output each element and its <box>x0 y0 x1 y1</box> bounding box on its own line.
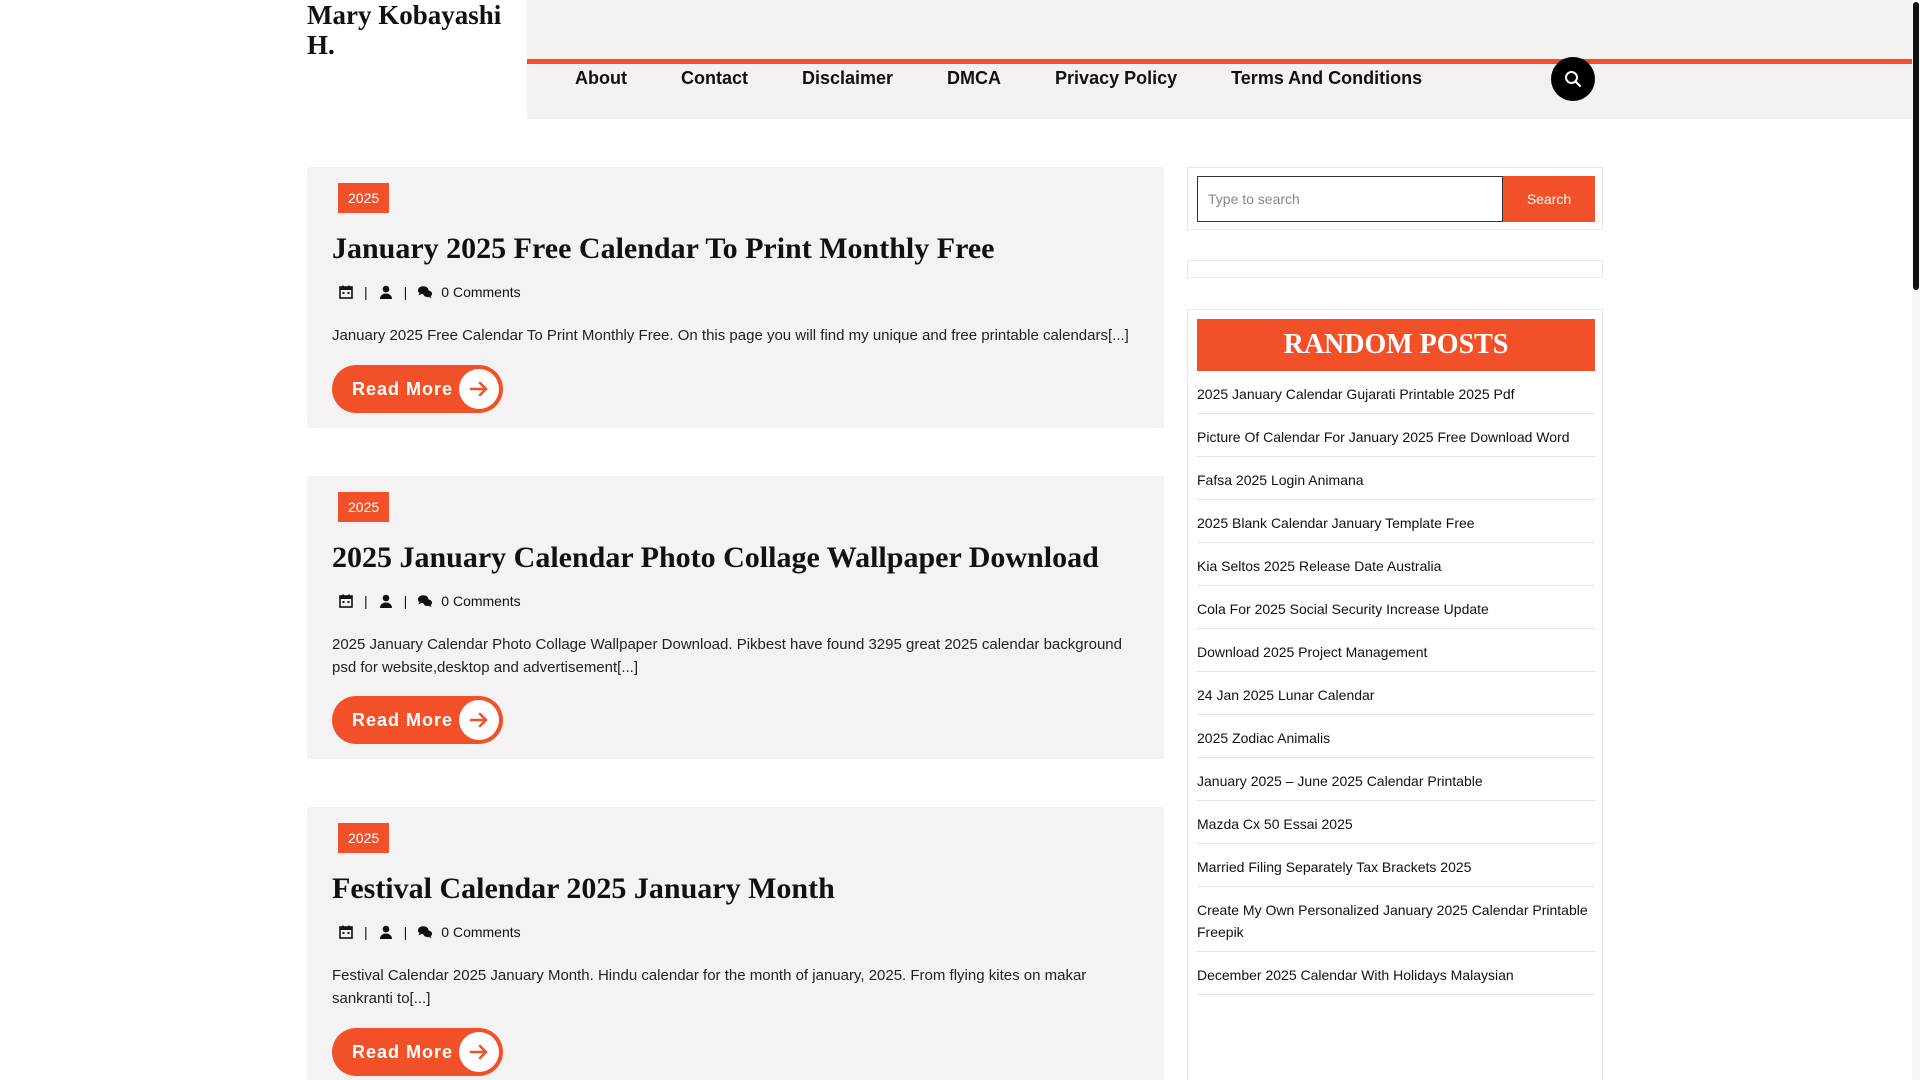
nav-item-dmca[interactable]: DMCA <box>947 68 1002 88</box>
scrollbar-thumb[interactable] <box>1913 2 1919 290</box>
sidebar-random-posts <box>1187 309 1603 1080</box>
random-post-link[interactable]: 2025 January Calendar Gujarati Printable 2025 Pdf <box>1197 371 1595 414</box>
post-meta <box>338 593 521 609</box>
post-comments-count[interactable]: 0 Comments <box>441 593 521 609</box>
meta-separator: | <box>364 593 368 609</box>
post-category-badge[interactable]: 2025 <box>338 823 389 853</box>
sidebar-empty-widget <box>1187 260 1603 278</box>
comments-icon <box>417 284 433 300</box>
meta-separator: | <box>403 924 408 940</box>
sidebar-search-button[interactable]: Search <box>1503 176 1595 222</box>
random-post-link[interactable]: December 2025 Calendar With Holidays Malaysian <box>1197 952 1595 995</box>
user-icon <box>378 924 394 940</box>
post-meta <box>338 284 521 300</box>
nav-item-disclaimer[interactable]: Disclaimer <box>801 68 894 88</box>
random-post-link[interactable]: Kia Seltos 2025 Release Date Australia <box>1197 543 1595 586</box>
random-posts-list <box>1197 371 1595 995</box>
arrow-right-icon <box>459 369 499 409</box>
post-excerpt: 2025 January Calendar Photo Collage Wallpaper Download. Pikbest have found 3295 great 2025 calendar background psd for website,desktop and advertisement[...] <box>332 636 1122 676</box>
post-excerpt: Festival Calendar 2025 January Month. Hindu calendar for the month of january, 2025. From flying kites on makar sankranti to[...] <box>332 967 1087 1007</box>
site-title[interactable]: Mary Kobayashi H. <box>307 0 502 60</box>
meta-separator: | <box>364 284 368 300</box>
random-post-link[interactable]: Picture Of Calendar For January 2025 Free Download Word <box>1197 414 1595 457</box>
meta-separator: | <box>364 924 368 940</box>
read-more-button[interactable] <box>332 696 503 744</box>
random-post-link[interactable]: Create My Own Personalized January 2025 Calendar Printable Freepik <box>1197 887 1595 952</box>
main-nav <box>575 66 1476 90</box>
arrow-right-icon <box>459 1032 499 1072</box>
sidebar-search-widget <box>1187 167 1603 230</box>
nav-item-terms[interactable]: Terms And Conditions <box>1231 68 1423 88</box>
user-icon <box>378 593 394 609</box>
random-post-link[interactable]: 2025 Blank Calendar January Template Free <box>1197 500 1595 543</box>
nav-panel <box>527 0 1913 119</box>
nav-item-about[interactable]: About <box>575 68 627 88</box>
read-more-label: Read More <box>352 1041 454 1062</box>
post-comments-count[interactable]: 0 Comments <box>441 924 521 940</box>
read-more-label: Read More <box>352 709 454 730</box>
post-card <box>307 167 1164 428</box>
post-meta <box>338 924 521 940</box>
post-excerpt: January 2025 Free Calendar To Print Monthly Free. On this page you will find my unique and free printable calendars[...] <box>332 327 1129 344</box>
random-post-link[interactable]: Fafsa 2025 Login Animana <box>1197 457 1595 500</box>
calendar-icon <box>338 284 354 300</box>
meta-separator: | <box>403 593 408 609</box>
read-more-button[interactable] <box>332 365 503 413</box>
random-posts-heading: RANDOM POSTS <box>1197 319 1595 371</box>
post-card <box>307 807 1164 1080</box>
user-icon <box>378 284 394 300</box>
post-category-badge[interactable]: 2025 <box>338 183 389 213</box>
calendar-icon <box>338 593 354 609</box>
read-more-label: Read More <box>352 378 454 399</box>
sidebar-search-input[interactable] <box>1197 176 1503 222</box>
comments-icon <box>417 924 433 940</box>
post-title[interactable]: Festival Calendar 2025 January Month <box>332 872 835 905</box>
arrow-right-icon <box>459 700 499 740</box>
random-post-link[interactable]: Married Filing Separately Tax Brackets 2025 <box>1197 844 1595 887</box>
random-post-link[interactable]: Cola For 2025 Social Security Increase Update <box>1197 586 1595 629</box>
random-post-link[interactable]: 24 Jan 2025 Lunar Calendar <box>1197 672 1595 715</box>
post-card <box>307 476 1164 759</box>
read-more-button[interactable] <box>332 1028 503 1076</box>
page-scrollbar[interactable] <box>1912 0 1920 1080</box>
site-header <box>0 0 1920 120</box>
post-comments-count[interactable]: 0 Comments <box>441 284 521 300</box>
nav-item-contact[interactable]: Contact <box>680 68 748 88</box>
post-title[interactable]: January 2025 Free Calendar To Print Monthly Free <box>332 232 995 265</box>
random-post-link[interactable]: 2025 Zodiac Animalis <box>1197 715 1595 758</box>
header-search-button[interactable] <box>1551 57 1595 101</box>
calendar-icon <box>338 924 354 940</box>
nav-accent-stripe <box>527 59 1913 64</box>
meta-separator: | <box>403 284 408 300</box>
search-icon <box>1564 70 1582 88</box>
comments-icon <box>417 593 433 609</box>
random-post-link[interactable]: Mazda Cx 50 Essai 2025 <box>1197 801 1595 844</box>
post-category-badge[interactable]: 2025 <box>338 492 389 522</box>
post-title[interactable]: 2025 January Calendar Photo Collage Wallpaper Download <box>332 541 1099 574</box>
nav-item-privacy-policy[interactable]: Privacy Policy <box>1055 68 1178 88</box>
random-post-link[interactable]: Download 2025 Project Management <box>1197 629 1595 672</box>
random-post-link[interactable]: January 2025 – June 2025 Calendar Printable <box>1197 758 1595 801</box>
